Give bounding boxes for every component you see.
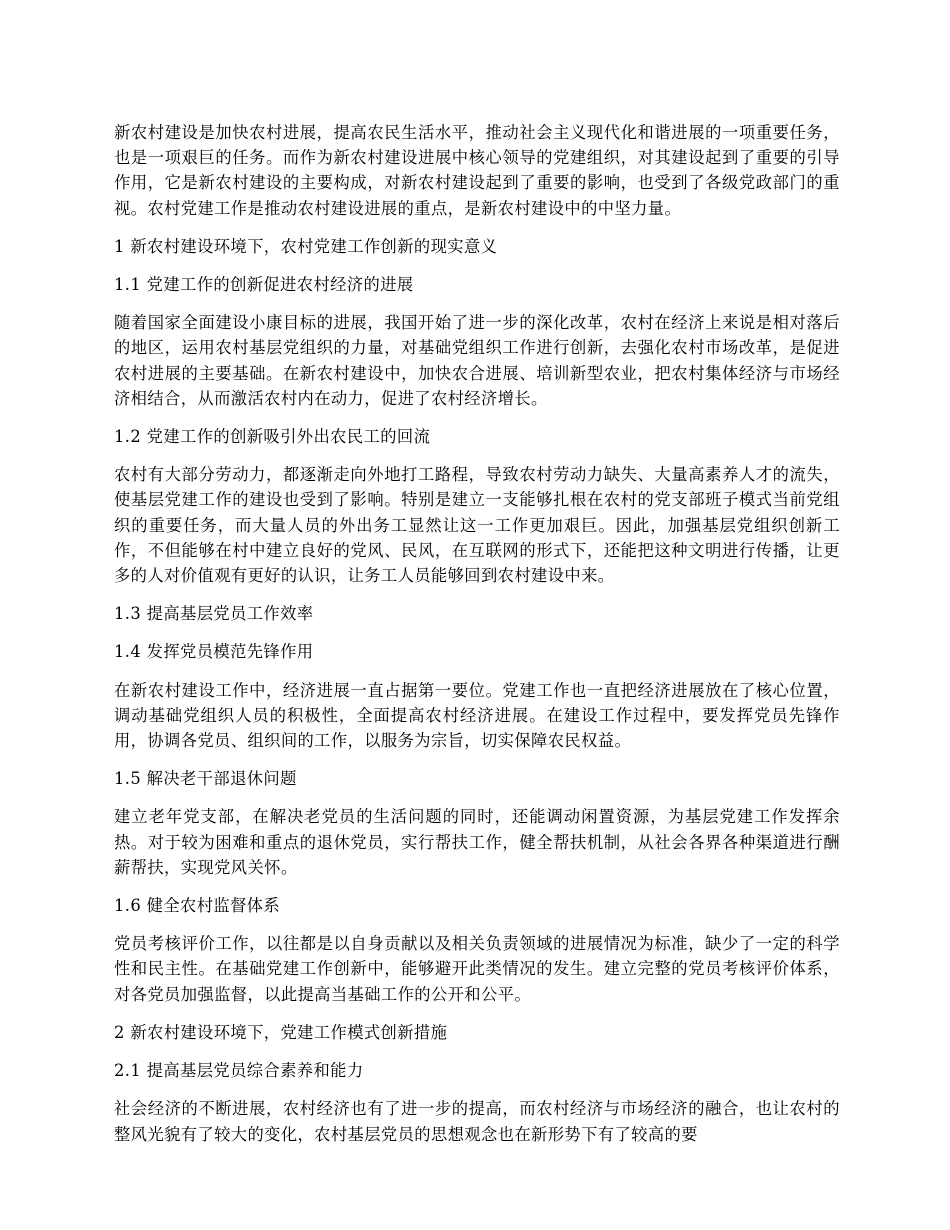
subsection-heading-1-5: 1.5 解决老干部退休问题 [114,769,297,789]
subsection-heading-1-4: 1.4 发挥党员模范先锋作用 [114,642,314,662]
subsection-heading-2-1: 2.1 提高基层党员综合素养和能力 [114,1061,364,1081]
paragraph-1-5: 建立老年党支部，在解决老党员的生活问题的同时，还能调动闲置资源，为基层党建工作发挥余热。对于较为困难和重点的退休党员，实行帮扶工作，健全帮扶机制，从社会各界各种渠道进行酬薪帮扶，实现党风关怀。 [114,807,840,877]
intro-paragraph: 新农村建设是加快农村进展，提高农民生活水平，推动社会主义现代化和谐进展的一项重要任务，也是一项艰巨的任务。而作为新农村建设进展中核心领导的党建组织，对其建设起到了重要的引导作用，它是新农村建设的主要构成，对新农村建设起到了重要的影响，也受到了各级党政部门的重视。农村党建工作是推动农村建设进展的重点，是新农村建设中的中坚力量。 [114,123,840,218]
document-body [114,120,840,1147]
paragraph-2-1: 社会经济的不断进展，农村经济也有了进一步的提高，而农村经济与市场经济的融合，也让农村的整风光貌有了较大的变化，农村基层党员的思想观念也在新形势下有了较高的要 [114,1099,840,1144]
paragraph-1-4: 在新农村建设工作中，经济进展一直占据第一要位。党建工作也一直把经济进展放在了核心位置，调动基础党组织人员的积极性，全面提高农村经济进展。在建设工作过程中，要发挥党员先锋作用，协调各党员、组织间的工作，以服务为宗旨，切实保障农民权益。 [114,680,840,751]
section-heading-1: 1 新农村建设环境下，农村党建工作创新的现实意义 [114,236,498,256]
subsection-heading-1-6: 1.6 健全农村监督体系 [114,896,281,916]
subsection-heading-1-1: 1.1 党建工作的创新促进农村经济的进展 [114,275,414,295]
paragraph-1-2: 农村有大部分劳动力，都逐渐走向外地打工路程，导致农村劳动力缺失、大量高素养人才的流失，使基层党建工作的建设也受到了影响。特别是建立一支能够扎根在农村的党支部班子模式当前党组织的重要任务，而大量人员的外出务工显然让这一工作更加艰巨。因此，加强基层党组织创新工作，不但能够在村中建立良好的党风、民风，在互联网的形式下，还能把这种文明进行传播，让更多的人对价值观有更好的认识，让务工人员能够回到农村建设中来。 [114,465,840,586]
paragraph-1-1: 随着国家全面建设小康目标的进展，我国开始了进一步的深化改革，农村在经济上来说是相对落后的地区，运用农村基层党组织的力量，对基础党组织工作进行创新，去强化农村市场改革，是促进农村进展的主要基础。在新农村建设中，加快农合进展、培训新型农业，把农村集体经济与市场经济相结合，从而激活农村内在动力，促进了农村经济增长。 [114,313,840,408]
subsection-heading-1-3: 1.3 提高基层党员工作效率 [114,604,314,624]
paragraph-1-6: 党员考核评价工作，以往都是以自身贡献以及相关负责领域的进展情况为标准，缺少了一定的科学性和民主性。在基础党建工作创新中，能够避开此类情况的发生。建立完整的党员考核评价体系，对各党员加强监督，以此提高当基础工作的公开和公平。 [114,934,840,1004]
subsection-heading-1-2: 1.2 党建工作的创新吸引外出农民工的回流 [114,427,431,447]
section-heading-2: 2 新农村建设环境下，党建工作模式创新措施 [114,1022,448,1042]
